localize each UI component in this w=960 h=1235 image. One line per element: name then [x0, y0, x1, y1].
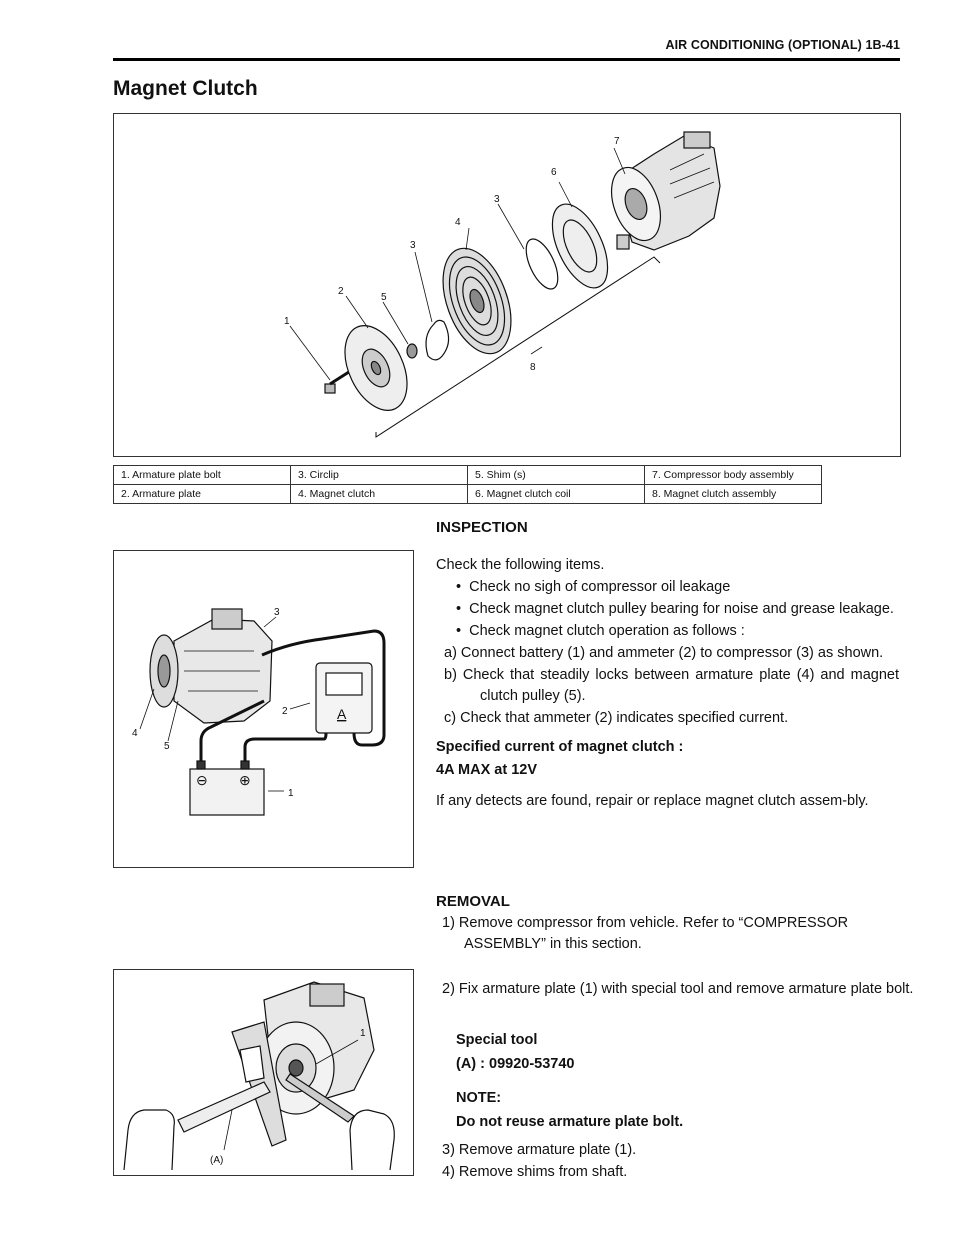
exploded-view-drawing: [114, 114, 900, 456]
header-rule: [113, 58, 900, 61]
removal-heading: REMOVAL: [436, 893, 510, 910]
legend-cell: 8. Magnet clutch assembly: [645, 485, 822, 504]
table-row: [114, 485, 822, 504]
list-item: • Check magnet clutch operation as follows :: [456, 623, 745, 639]
callout-label: 5: [164, 741, 170, 752]
callout-label: 1: [284, 316, 290, 327]
removal-drawing: [114, 970, 413, 1175]
special-tool-value: (A) : 09920-53740: [456, 1056, 575, 1072]
inspection-body: [436, 555, 899, 812]
callout-label: 3: [410, 240, 416, 251]
callout-label: 1: [360, 1028, 366, 1039]
step-a: a) Connect battery (1) and ammeter (2) to compressor (3) as shown.: [444, 645, 884, 661]
callout-label: 1: [288, 788, 294, 799]
removal-step-1: 1) Remove compressor from vehicle. Refer to “COMPRESSOR ASSEMBLY” in this section.: [442, 915, 849, 952]
inspection-wiring-figure: [113, 550, 414, 868]
note-text: Do not reuse armature plate bolt.: [456, 1114, 684, 1130]
wiring-drawing: [114, 551, 413, 867]
removal-tool-figure: [113, 969, 414, 1176]
plus-terminal-icon: ⊕: [239, 772, 251, 788]
note-label: NOTE:: [456, 1090, 502, 1106]
ammeter-letter: A: [337, 706, 347, 722]
spec-value: 4A MAX at 12V: [436, 762, 537, 778]
minus-terminal-icon: ⊖: [196, 772, 208, 788]
legend-cell: 3. Circlip: [291, 466, 468, 485]
removal-step-3: 3) Remove armature plate (1).: [442, 1142, 637, 1158]
bullet-text: Check no sigh of compressor oil leakage: [469, 579, 731, 595]
callout-label: 6: [551, 167, 557, 178]
callout-label: 4: [132, 728, 138, 739]
callout-label: 4: [455, 217, 461, 228]
legend-cell: 2. Armature plate: [114, 485, 291, 504]
callout-label: (A): [210, 1155, 224, 1166]
inspection-heading: INSPECTION: [436, 519, 528, 536]
callout-label: 7: [614, 136, 620, 147]
running-header: AIR CONDITIONING (OPTIONAL) 1B-41: [665, 38, 900, 52]
list-item: • Check magnet clutch pulley bearing for noise and grease leakage.: [456, 601, 894, 617]
bullet-text: Check magnet clutch operation as follows :: [469, 623, 745, 639]
legend-cell: 5. Shim (s): [468, 466, 645, 485]
parts-legend-table: [113, 465, 822, 504]
special-tool-label: Special tool: [456, 1032, 538, 1048]
inspection-intro: Check the following items.: [436, 557, 605, 573]
step-c: c) Check that ammeter (2) indicates specified current.: [444, 710, 789, 726]
page-title: Magnet Clutch: [113, 77, 258, 100]
callout-label: 2: [282, 706, 288, 717]
removal-step-2: 2) Fix armature plate (1) with special tool and remove armature plate bolt.: [442, 981, 914, 997]
bullet-text: Check magnet clutch pulley bearing for noise and grease leakage.: [469, 601, 894, 617]
legend-cell: 1. Armature plate bolt: [114, 466, 291, 485]
callout-label: 2: [338, 286, 344, 297]
callout-label: 8: [530, 362, 536, 373]
legend-cell: 6. Magnet clutch coil: [468, 485, 645, 504]
removal-step-4: 4) Remove shims from shaft.: [442, 1164, 628, 1180]
legend-cell: 4. Magnet clutch: [291, 485, 468, 504]
spec-label: Specified current of magnet clutch :: [436, 739, 684, 755]
list-item: • Check no sigh of compressor oil leakage: [456, 579, 731, 595]
callout-label: 3: [494, 194, 500, 205]
step-b: b) Check that steadily locks between armature plate (4) and magnet clutch pulley (5).: [444, 667, 899, 704]
callout-label: 5: [381, 292, 387, 303]
table-row: [114, 466, 822, 485]
exploded-view-figure: [113, 113, 901, 457]
legend-cell: 7. Compressor body assembly: [645, 466, 822, 485]
inspection-closing: If any detects are found, repair or replace magnet clutch assem-bly.: [436, 793, 869, 809]
callout-label: 3: [274, 607, 280, 618]
